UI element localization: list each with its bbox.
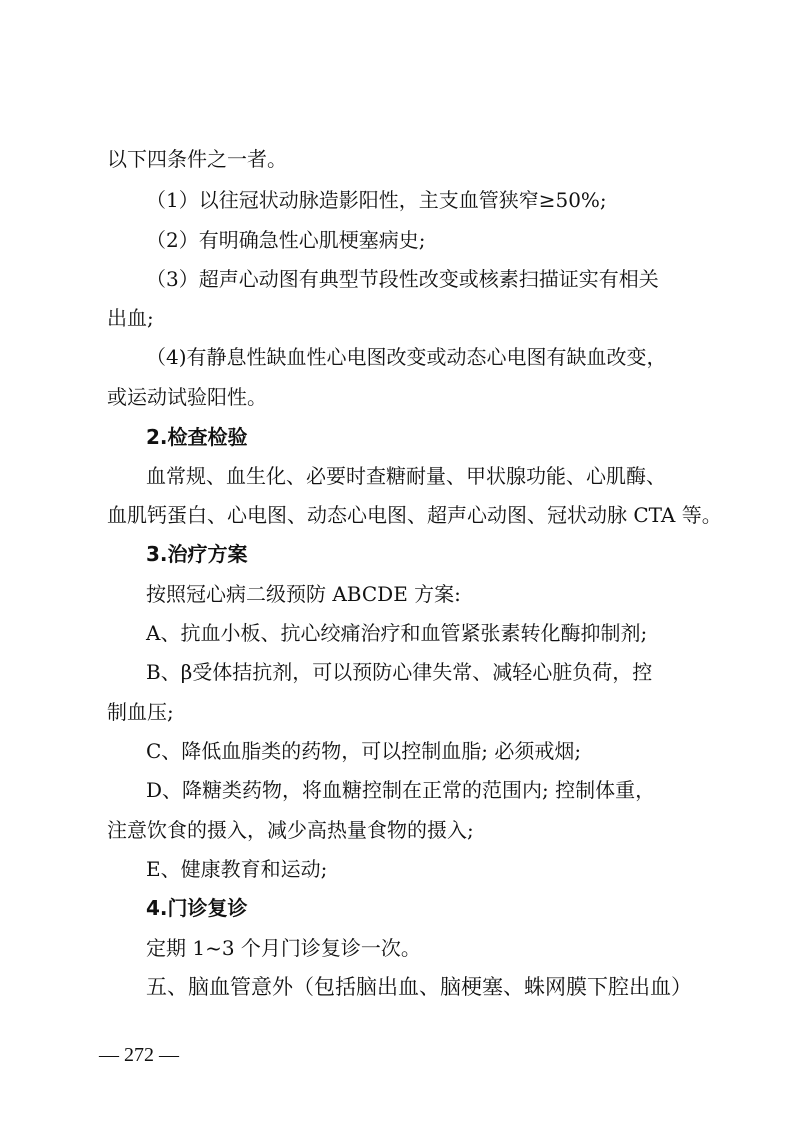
exam-heading: 2.检查检验: [146, 425, 248, 449]
treatment-item-d-cont: 注意饮食的摄入，减少高热量食物的摄入;: [107, 818, 474, 842]
treatment-heading: 3.治疗方案: [146, 542, 248, 566]
criterion-1: （1）以往冠状动脉造影阳性，主支血管狭窄≥50%;: [146, 188, 607, 212]
followup-heading: 4.门诊复诊: [146, 896, 248, 920]
text-line: 以下四条件之一者。: [107, 147, 287, 171]
treatment-item-b-cont: 制血压;: [107, 700, 174, 724]
criterion-4: （4)有静息性缺血性心电图改变或动态心电图有缺血改变，: [146, 345, 667, 369]
criterion-2: （2）有明确急性心肌梗塞病史;: [146, 228, 426, 252]
treatment-item-d: D、降糖类药物，将血糖控制在正常的范围内; 控制体重，: [146, 778, 656, 802]
treatment-line: 按照冠心病二级预防 ABCDE 方案:: [146, 582, 461, 606]
followup-line: 定期 1~3 个月门诊复诊一次。: [146, 936, 421, 960]
treatment-item-e: E、健康教育和运动;: [146, 857, 328, 881]
treatment-item-b: B、β受体拮抗剂，可以预防心律失常、减轻心脏负荷，控: [146, 660, 653, 684]
treatment-item-c: C、降低血脂类的药物，可以控制血脂; 必须戒烟;: [146, 739, 582, 763]
criterion-3-cont: 出血;: [107, 306, 154, 330]
page-number: — 272 —: [99, 1044, 179, 1066]
exam-line: 血常规、血生化、必要时查糖耐量、甲状腺功能、心肌酶、: [146, 464, 666, 488]
treatment-item-a: A、抗血小板、抗心绞痛治疗和血管紧张素转化酶抑制剂;: [146, 621, 648, 645]
criterion-4-cont: 或运动试验阳性。: [107, 385, 267, 409]
exam-line: 血肌钙蛋白、心电图、动态心电图、超声心动图、冠状动脉 CTA 等。: [107, 503, 722, 527]
criterion-3: （3）超声心动图有典型节段性改变或核素扫描证实有相关: [146, 267, 659, 291]
section-heading: 五、脑血管意外（包括脑出血、脑梗塞、蛛网膜下腔出血）: [146, 975, 692, 999]
